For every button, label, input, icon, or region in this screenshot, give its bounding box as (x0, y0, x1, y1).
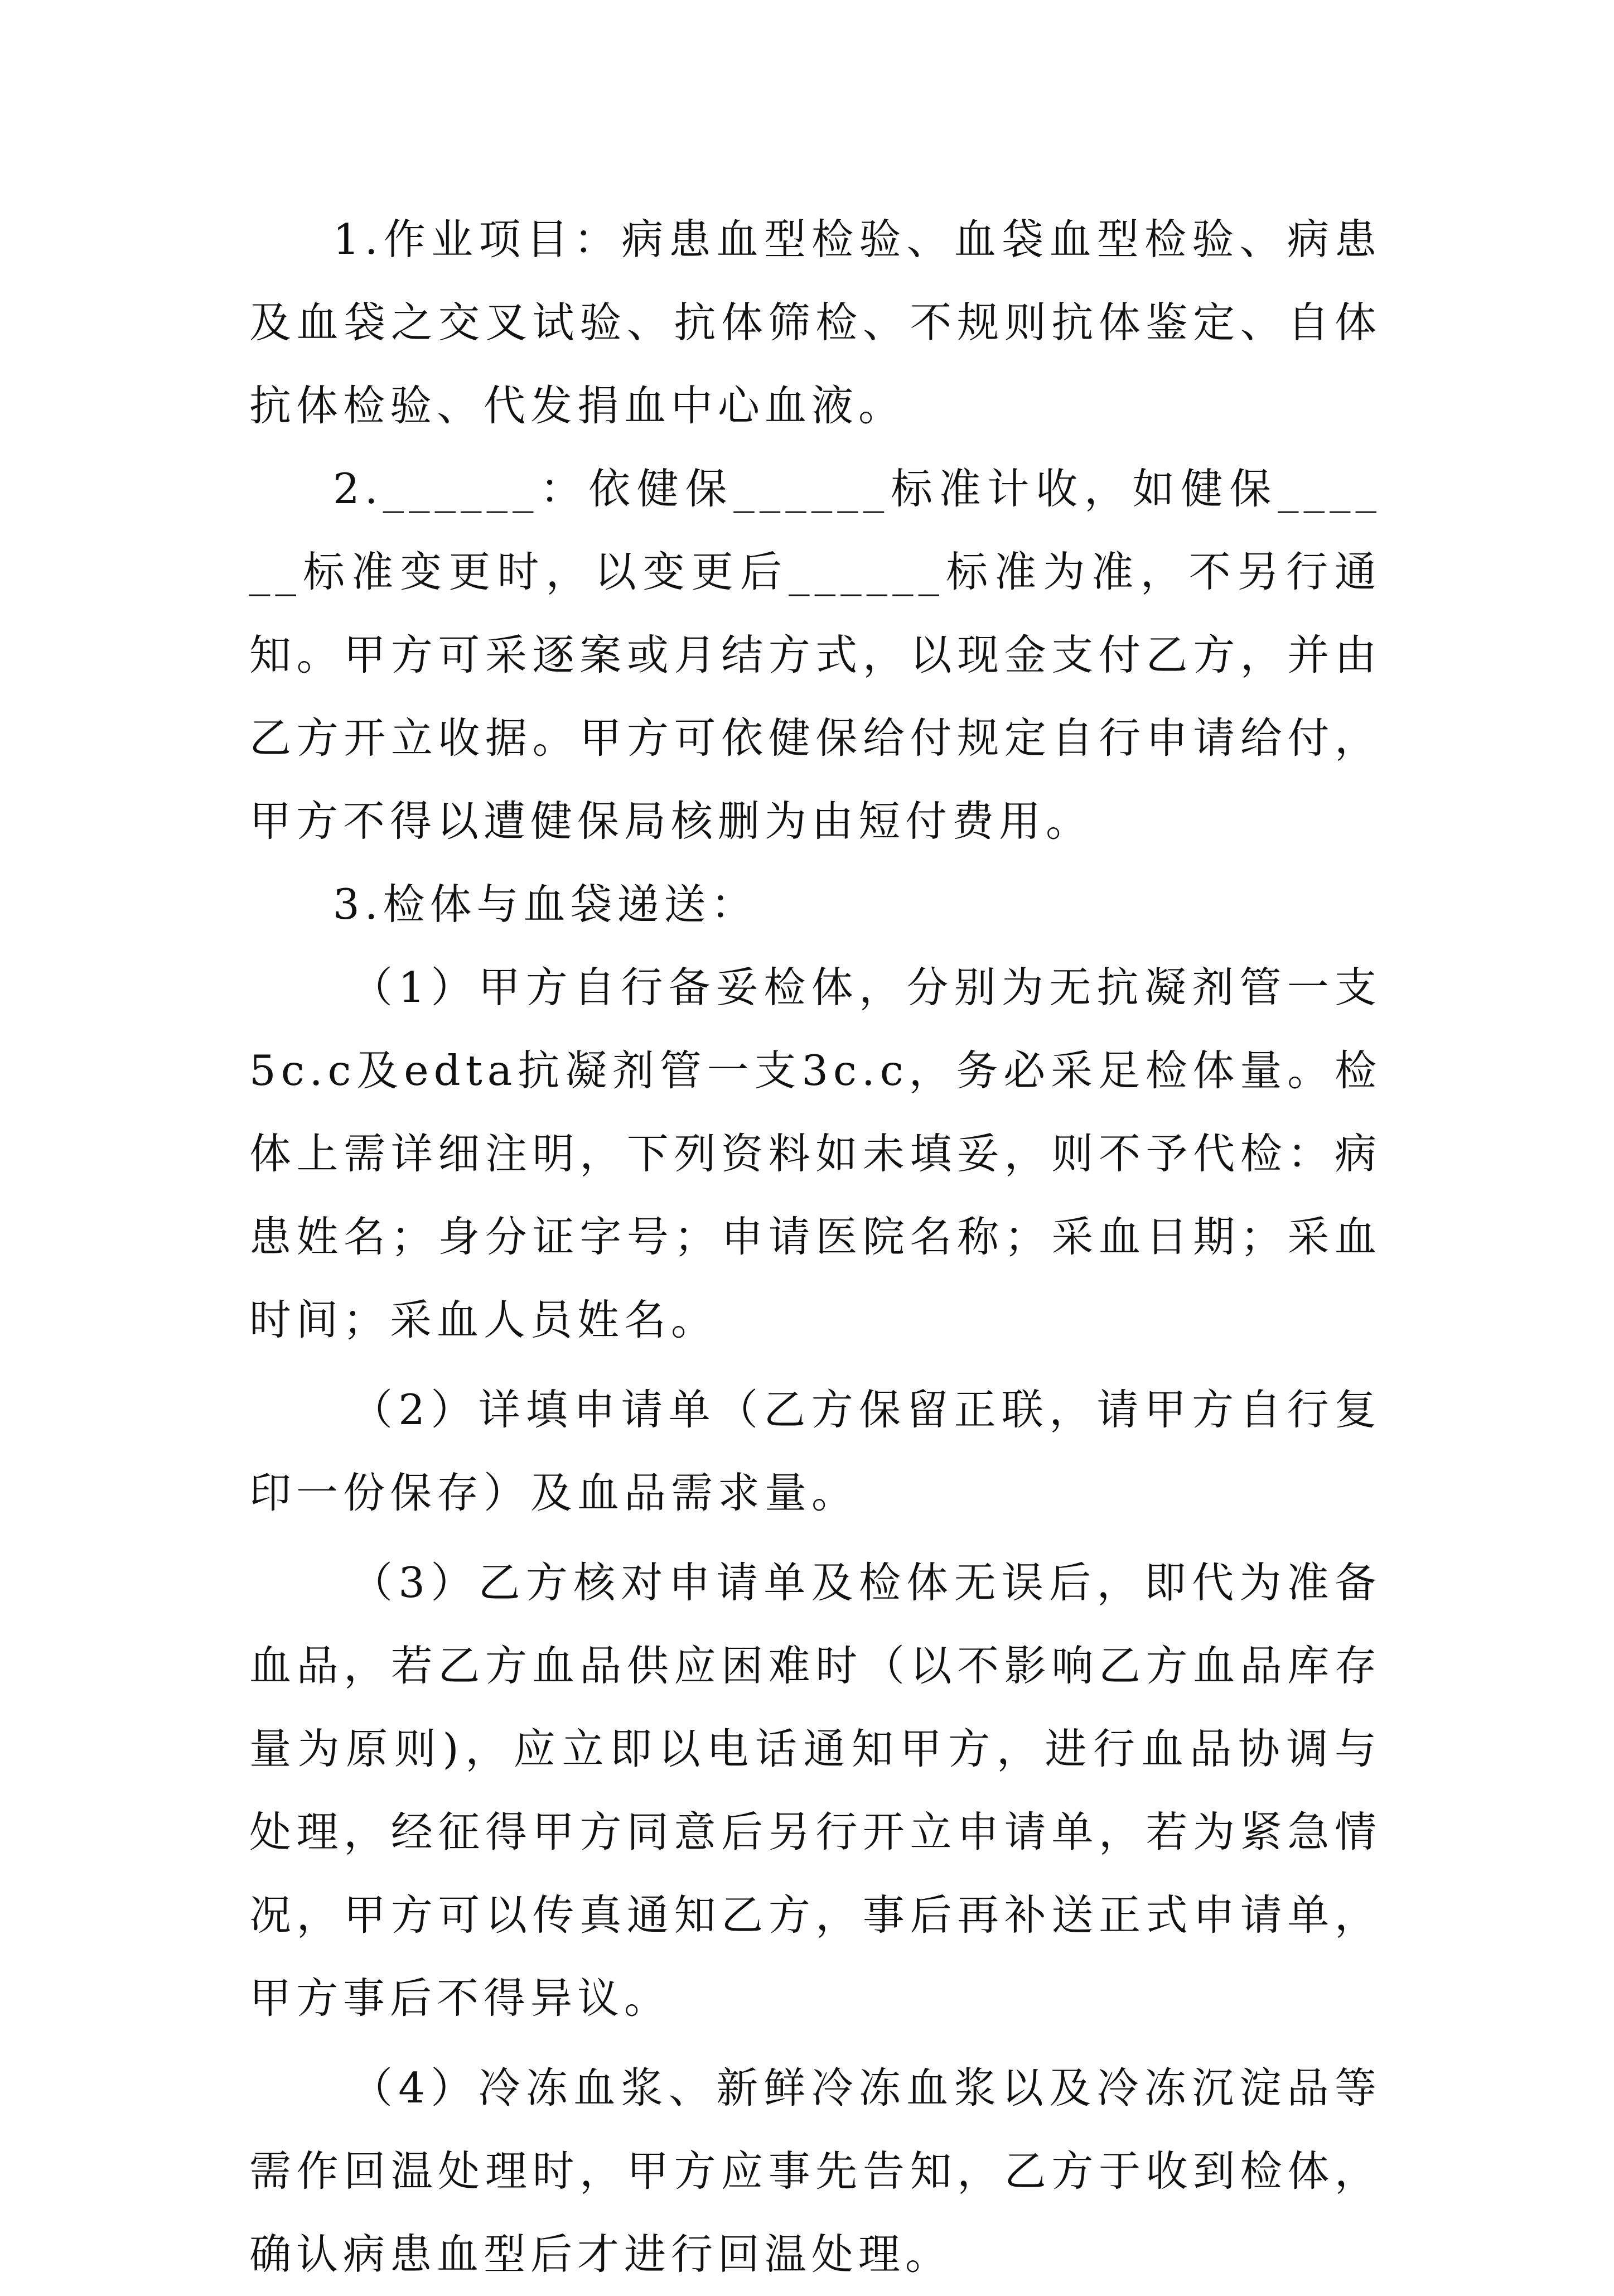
paragraph-item-2: 2.______：依健保______标准计收，如健保______标准变更时，以变更后______标准为准，不另行通知。甲方可采逐案或月结方式，以现金支付乙方，并由乙方开立收据。甲方可依健保给付规定自行申请给付，甲方不得以遭健保局核删为由短付费用。 (249, 464, 1381, 846)
paragraph-item-3-2: （2）详填申请单（乙方保留正联，请甲方自行复印一份保存）及血品需求量。 (249, 1385, 1381, 1517)
paragraph-item-3-4: （4）冷冻血浆、新鲜冷冻血浆以及冷冻沉淀品等需作回温处理时，甲方应事先告知，乙方于收到检体，确认病患血型后才进行回温处理。 (249, 2063, 1381, 2279)
document-body (249, 198, 1381, 2296)
paragraph-item-3-3: （3）乙方核对申请单及检体无误后，即代为准备血品，若乙方血品供应困难时（以不影响乙方血品库存量为原则)，应立即以电话通知甲方，进行血品协调与处理，经征得甲方同意后另行开立申请单，若为紧急情况，甲方可以传真通知乙方，事后再补送正式申请单，甲方事后不得异议。 (249, 1558, 1381, 2023)
paragraph-item-3-heading: 3.检体与血袋递送： (333, 880, 758, 929)
paragraph-item-1: 1.作业项目：病患血型检验、血袋血型检验、病患及血袋之交叉试验、抗体筛检、不规则抗体鉴定、自体抗体检验、代发捐血中心血液。 (249, 215, 1381, 430)
paragraph-item-3-1: （1）甲方自行备妥检体，分别为无抗凝剂管一支5c.c及edta抗凝剂管一支3c.c，务必采足检体量。检体上需详细注明，下列资料如未填妥，则不予代检：病患姓名；身分证字号；申请医院名称；采血日期；采血时间；采血人员姓名。 (249, 963, 1381, 1344)
